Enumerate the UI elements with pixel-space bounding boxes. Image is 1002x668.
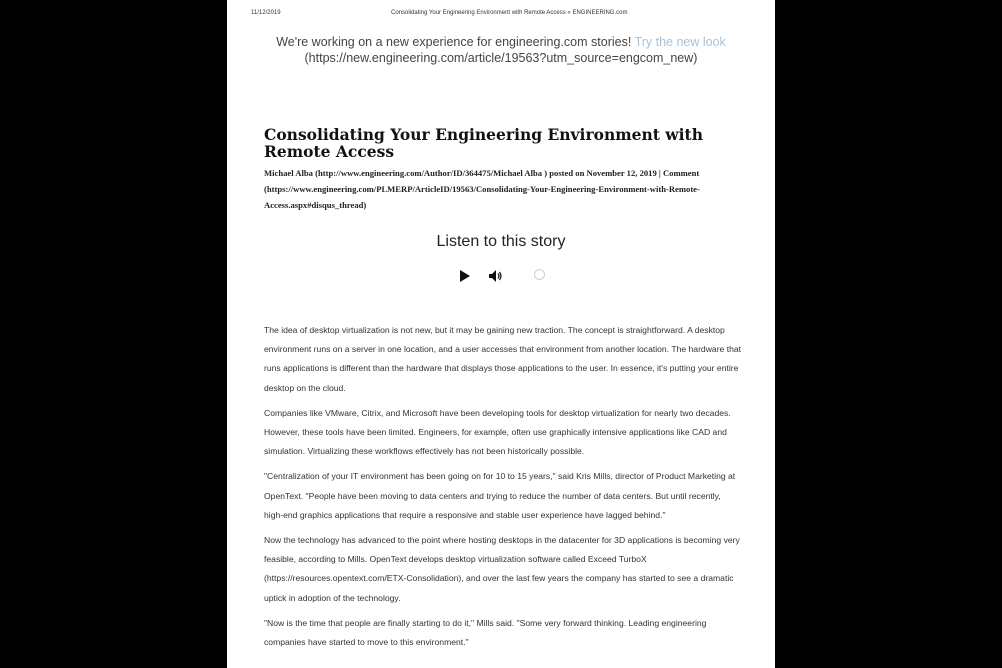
print-date: 11/12/2019 xyxy=(251,10,281,16)
progress-knob[interactable] xyxy=(534,269,545,280)
new-experience-notice xyxy=(267,34,735,66)
article-title: Consolidating Your Engineering Environment with Remote Access xyxy=(264,125,703,161)
paragraph: "Centralization of your IT environment has been going on for 10 to 15 years," said Kris Mills, director of Product Marketing at OpenText. "People have been moving to data centers and trying to reduce the number of data centers. But until recently, high-end graphics applications that require a responsive and stable user experience have lagged behind." xyxy=(264,471,736,520)
paragraph: "Now is the time that people are finally starting to do it," Mills said. "Some very forward thinking. Leading engineering companies have started to move to this environment." xyxy=(264,617,707,648)
print-header xyxy=(251,10,751,16)
audio-player xyxy=(460,268,550,284)
paragraph: Companies like VMware, Citrix, and Microsoft have been developing tools for desktop virtualization for nearly two decades. However, these tools have been limited. Engineers, for example, often use graphically intensive applications like CAD and simulation. Virtualizing these workflows effectively has not been historically possible. xyxy=(264,407,731,457)
notice-link-url: (https://new.engineering.com/article/19563?utm_source=engcom_new) xyxy=(304,51,698,65)
print-page xyxy=(227,0,775,668)
play-icon[interactable] xyxy=(460,270,470,282)
notice-text: We're working on a new experience for engineering.com stories! xyxy=(276,35,632,49)
volume-icon[interactable] xyxy=(489,269,503,287)
print-page-title: Consolidating Your Engineering Environment with Remote Access « ENGINEERING.com xyxy=(391,10,628,16)
paragraph: The idea of desktop virtualization is not new, but it may be gaining new traction. The concept is straightforward. A desktop environment runs on a server in one location, and a user accesses that environment from another location. The hardware that runs applications is different than the hardware that displays those applications to the user. In essence, it's putting your entire desktop on the cloud. xyxy=(264,325,742,393)
listen-heading: Listen to this story xyxy=(436,233,566,250)
article-body xyxy=(264,321,742,658)
try-new-look-link[interactable]: Try the new look xyxy=(634,35,726,49)
paragraph: Now the technology has advanced to the point where hosting desktops in the datacenter for 3D applications is becoming very feasible, according to Mills. OpenText develops desktop virtualization software called Exceed TurboX (https://resources.opentext.com/ETX-Consolidation), and over the last few years the company has started to see a dramatic uptick in adoption of the technology. xyxy=(264,535,740,603)
article-byline: Michael Alba (http://www.engineering.com/Author/ID/364475/Michael Alba ) posted on November 12, 2019 | Comment (https://www.engineering.com/PLMERP/ArticleID/19563/Consolidating-Your-Engineering-Environment-with-Remote-Access.aspx#disqus_thread) xyxy=(264,168,700,210)
